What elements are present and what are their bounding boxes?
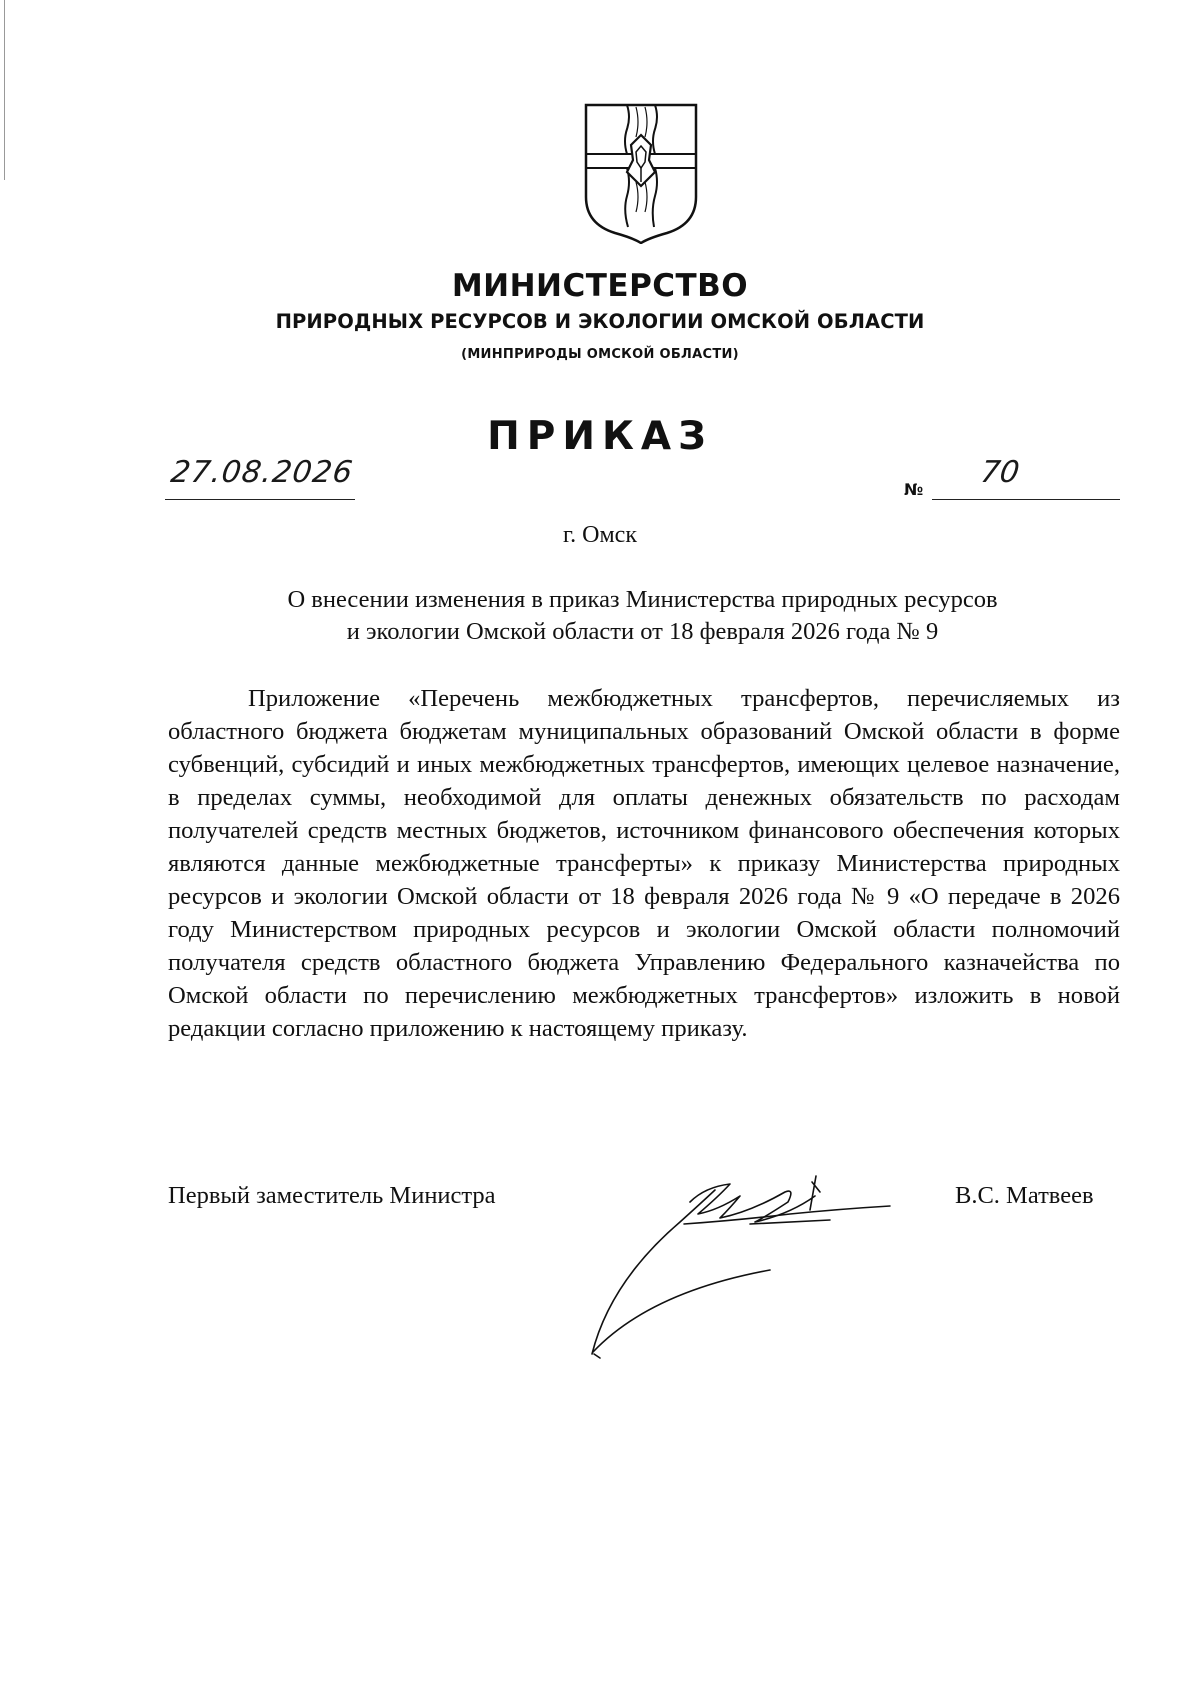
- order-body-paragraph: Приложение «Перечень межбюджетных трансфертов, перечисляемых из областного бюджета бюджетам муниципальных образований Омской области в форме субвенций, субсидий и иных межбюджетных трансфертов, имеющих целевое назначение, в пределах суммы, необходимой для оплаты денежных обязательств по расходам получателей средств местных бюджетов, источником финансового обеспечения которых являются данные межбюджетные трансферты» к приказу Министерства природных ресурсов и экологии Омской области от 18 февраля 2026 года № 9 «О передаче в 2026 году Министерством природных ресурсов и экологии Омской области полномочий получателя средств областного бюджета Управлению Федерального казначейства по Омской области по перечислению межбюджетных трансфертов» изложить в новой редакции согласно приложению к настоящему приказу.: [168, 685, 1120, 1042]
- ministry-title: МИНИСТЕРСТВО: [451, 268, 749, 304]
- date-underline: [165, 499, 355, 500]
- signer-position: Первый заместитель Министра: [168, 1182, 496, 1209]
- number-sign-label: №: [904, 480, 924, 499]
- coat-of-arms-emblem: [583, 102, 699, 244]
- document-type-heading: ПРИКАЗ: [487, 414, 713, 459]
- city-label: г. Омск: [563, 522, 637, 548]
- subject-line-1: О внесении изменения в приказ Министерства природных ресурсов: [287, 586, 998, 613]
- document-subject: [165, 584, 1120, 648]
- ministry-short-name: (МИНПРИРОДЫ ОМСКОЙ ОБЛАСТИ): [461, 347, 739, 362]
- subject-line-2: и экологии Омской области от 18 февраля 2026 года № 9: [346, 618, 939, 645]
- signer-name: В.С. Матвеев: [955, 1182, 1094, 1209]
- ministry-subtitle: ПРИРОДНЫХ РЕСУРСОВ И ЭКОЛОГИИ ОМСКОЙ ОБЛАСТИ: [275, 310, 925, 333]
- handwritten-signature: [590, 1162, 920, 1362]
- number-underline: [932, 499, 1120, 500]
- document-date: 27.08.2026: [168, 455, 356, 490]
- scan-margin-mark: [4, 0, 5, 180]
- document-number: 70: [978, 455, 1022, 490]
